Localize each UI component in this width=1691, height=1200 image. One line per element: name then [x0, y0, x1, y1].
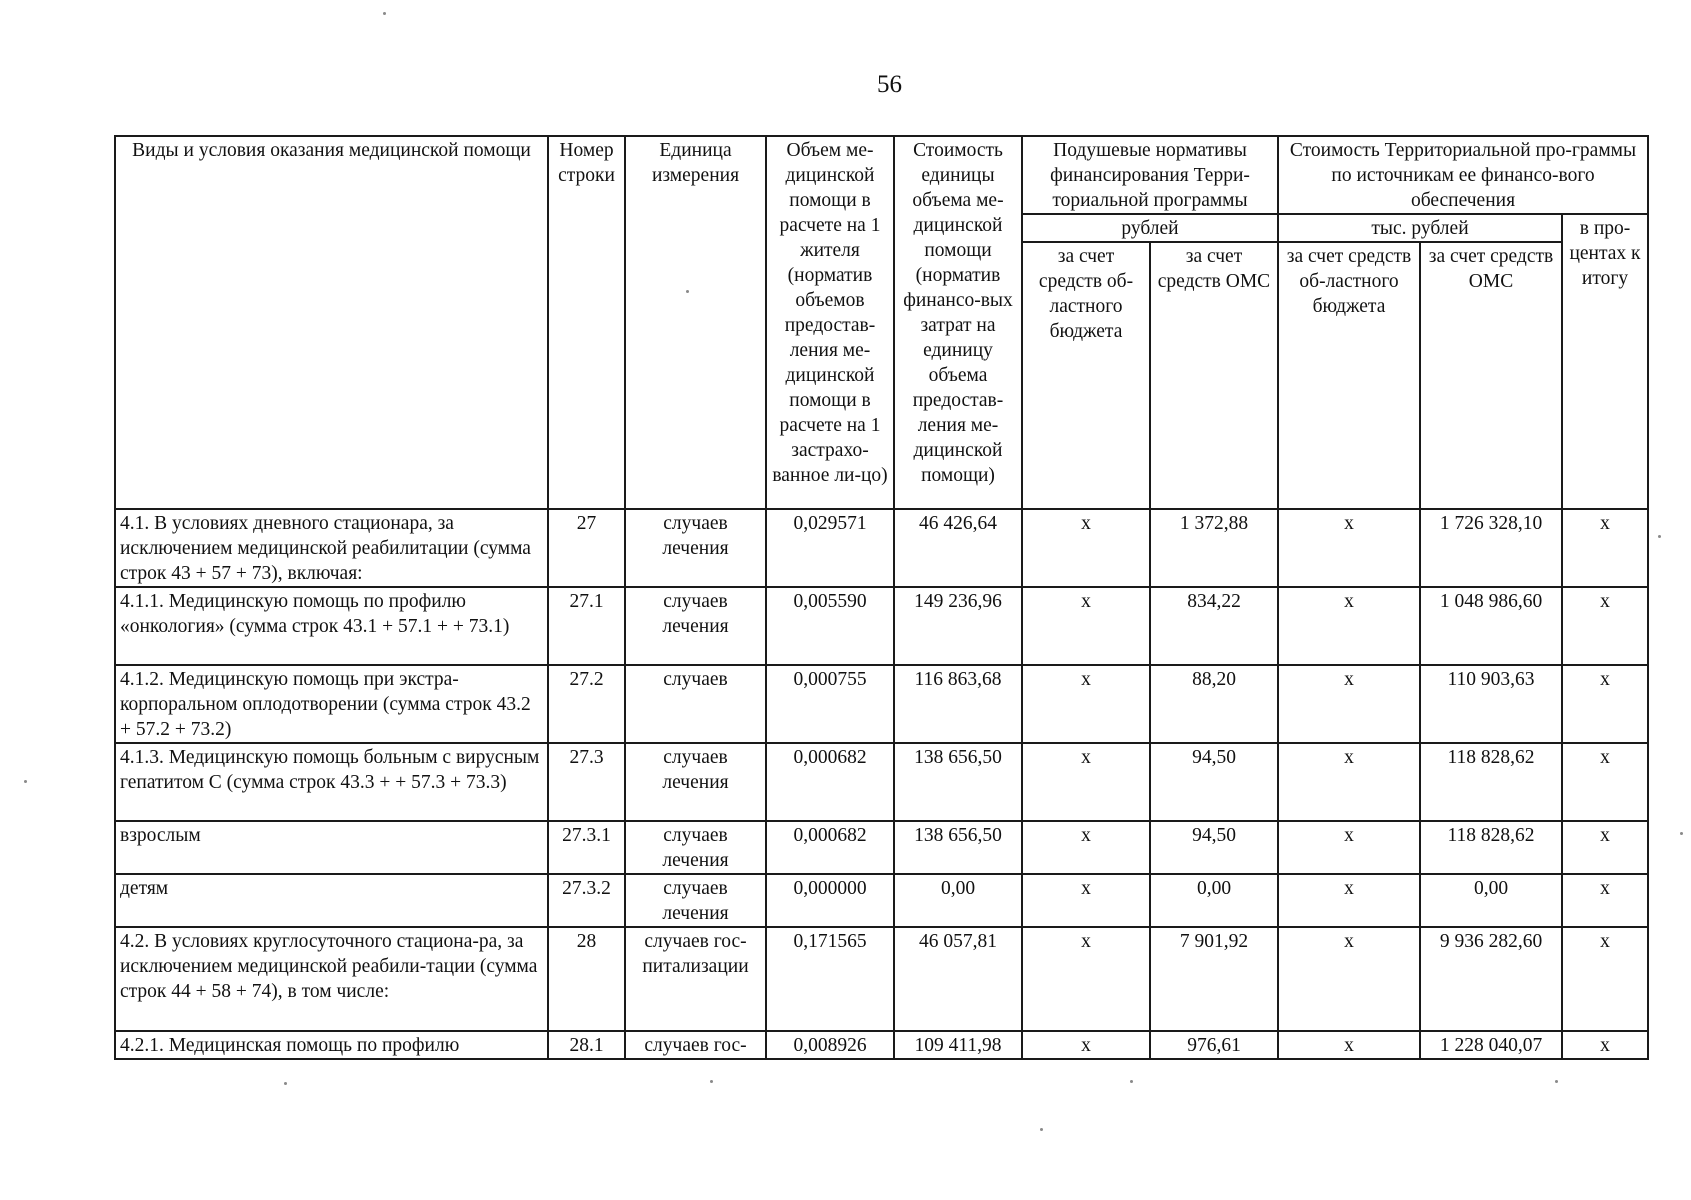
cell-pct: х	[1562, 1031, 1648, 1059]
cell-pct: х	[1562, 665, 1648, 743]
cell-kind: 4.1.1. Медицинскую помощь по профилю «онкология» (сумма строк 43.1 + 57.1 + + 73.1)	[115, 587, 548, 665]
scan-speck	[1658, 535, 1661, 538]
financing-table	[114, 135, 1649, 1060]
cell-num: 27.3.2	[548, 874, 625, 927]
header-percent: в про-центах к итогу	[1562, 214, 1648, 509]
scan-speck	[383, 12, 386, 15]
table-row	[115, 821, 1648, 874]
scan-speck	[1040, 1128, 1043, 1131]
table-row	[115, 927, 1648, 1031]
cell-oms-thou: 9 936 282,60	[1420, 927, 1562, 1031]
cell-num: 28.1	[548, 1031, 625, 1059]
table-row	[115, 1031, 1648, 1059]
cell-pct: х	[1562, 927, 1648, 1031]
cell-num: 27	[548, 509, 625, 587]
cell-reg-rub: х	[1022, 1031, 1150, 1059]
cell-oms-thou: 110 903,63	[1420, 665, 1562, 743]
table-row	[115, 874, 1648, 927]
cell-oms-rub: 94,50	[1150, 743, 1278, 821]
cell-reg-thou: х	[1278, 821, 1420, 874]
cell-volume: 0,000682	[766, 743, 894, 821]
scan-speck	[1130, 1080, 1133, 1083]
cell-reg-thou: х	[1278, 665, 1420, 743]
cell-kind: 4.1.2. Медицинскую помощь при экстра-корпоральном оплодотворении (сумма строк 43.2 + 57.2 + 73.2)	[115, 665, 548, 743]
cell-reg-rub: х	[1022, 587, 1150, 665]
cell-oms-thou: 0,00	[1420, 874, 1562, 927]
header-thousand-rubles: тыс. рублей	[1278, 214, 1562, 242]
cell-cost: 0,00	[894, 874, 1022, 927]
cell-reg-rub: х	[1022, 743, 1150, 821]
cell-oms-rub: 834,22	[1150, 587, 1278, 665]
scan-speck	[1680, 832, 1683, 835]
header-kind: Виды и условия оказания медицинской помощи	[115, 136, 548, 509]
cell-pct: х	[1562, 509, 1648, 587]
cell-oms-rub: 1 372,88	[1150, 509, 1278, 587]
cell-oms-rub: 88,20	[1150, 665, 1278, 743]
cell-oms-thou: 118 828,62	[1420, 743, 1562, 821]
cell-kind: 4.1. В условиях дневного стационара, за исключением медицинской реабилитации (сумма строк 43 + 57 + 73), включая:	[115, 509, 548, 587]
cell-cost: 138 656,50	[894, 821, 1022, 874]
header-volume: Объем ме-дицинской помощи в расчете на 1 жителя (норматив объемов предостав-ления ме-дицинской помощи в расчете на 1 застрахо-ванное ли-цо)	[766, 136, 894, 509]
cell-oms-rub: 976,61	[1150, 1031, 1278, 1059]
cell-cost: 109 411,98	[894, 1031, 1022, 1059]
cell-cost: 46 426,64	[894, 509, 1022, 587]
header-oms-thou: за счет средств ОМС	[1420, 242, 1562, 509]
header-rubles: рублей	[1022, 214, 1278, 242]
cell-volume: 0,171565	[766, 927, 894, 1031]
cell-unit: случаев лечения	[625, 821, 766, 874]
cell-volume: 0,000682	[766, 821, 894, 874]
cell-num: 27.3.1	[548, 821, 625, 874]
cell-oms-thou: 1 726 328,10	[1420, 509, 1562, 587]
cell-volume: 0,005590	[766, 587, 894, 665]
cell-unit: случаев	[625, 665, 766, 743]
cell-pct: х	[1562, 587, 1648, 665]
cell-reg-rub: х	[1022, 509, 1150, 587]
table-row	[115, 743, 1648, 821]
header-row-number: Номер строки	[548, 136, 625, 509]
cell-reg-thou: х	[1278, 1031, 1420, 1059]
cell-unit: случаев лечения	[625, 587, 766, 665]
cell-oms-rub: 0,00	[1150, 874, 1278, 927]
cell-num: 27.3	[548, 743, 625, 821]
cell-cost: 46 057,81	[894, 927, 1022, 1031]
cell-cost: 116 863,68	[894, 665, 1022, 743]
header-regional-budget-rub: за счет средств об-ластного бюджета	[1022, 242, 1150, 509]
table-row	[115, 665, 1648, 743]
cell-reg-thou: х	[1278, 927, 1420, 1031]
page-number: 56	[877, 71, 902, 98]
header-program-cost: Стоимость Территориальной про-граммы по источникам ее финансо-вого обеспечения	[1278, 136, 1648, 214]
header-unit-cost: Стоимость единицы объема ме-дицинской помощи (норматив финансо-вых затрат на единицу объема предостав-ления ме-дицинской помощи)	[894, 136, 1022, 509]
cell-oms-rub: 7 901,92	[1150, 927, 1278, 1031]
cell-reg-rub: х	[1022, 665, 1150, 743]
table-row	[115, 509, 1648, 587]
scan-speck	[1555, 1080, 1558, 1083]
cell-kind: взрослым	[115, 821, 548, 874]
header-per-capita: Подушевые нормативы финансирования Терри-ториальной программы	[1022, 136, 1278, 214]
cell-unit: случаев лечения	[625, 743, 766, 821]
cell-kind: детям	[115, 874, 548, 927]
cell-volume: 0,029571	[766, 509, 894, 587]
table-row	[115, 587, 1648, 665]
cell-reg-thou: х	[1278, 509, 1420, 587]
cell-oms-thou: 118 828,62	[1420, 821, 1562, 874]
cell-volume: 0,000755	[766, 665, 894, 743]
cell-kind: 4.2. В условиях круглосуточного стациона-ра, за исключением медицинской реабили-тации (сумма строк 44 + 58 + 74), в том числе:	[115, 927, 548, 1031]
cell-oms-rub: 94,50	[1150, 821, 1278, 874]
cell-num: 27.2	[548, 665, 625, 743]
cell-reg-rub: х	[1022, 821, 1150, 874]
cell-pct: х	[1562, 743, 1648, 821]
cell-kind: 4.2.1. Медицинская помощь по профилю	[115, 1031, 548, 1059]
cell-reg-thou: х	[1278, 743, 1420, 821]
scan-speck	[24, 780, 27, 783]
cell-unit: случаев лечения	[625, 509, 766, 587]
cell-pct: х	[1562, 821, 1648, 874]
cell-unit: случаев лечения	[625, 874, 766, 927]
cell-reg-thou: х	[1278, 587, 1420, 665]
cell-kind: 4.1.3. Медицинскую помощь больным с вирусным гепатитом С (сумма строк 43.3 + + 57.3 + 73.3)	[115, 743, 548, 821]
cell-num: 27.1	[548, 587, 625, 665]
cell-pct: х	[1562, 874, 1648, 927]
header-oms-rub: за счет средств ОМС	[1150, 242, 1278, 509]
cell-reg-rub: х	[1022, 927, 1150, 1031]
cell-volume: 0,008926	[766, 1031, 894, 1059]
cell-oms-thou: 1 048 986,60	[1420, 587, 1562, 665]
cell-oms-thou: 1 228 040,07	[1420, 1031, 1562, 1059]
cell-cost: 149 236,96	[894, 587, 1022, 665]
cell-unit: случаев гос-питализации	[625, 927, 766, 1031]
cell-reg-rub: х	[1022, 874, 1150, 927]
header-regional-budget-thou: за счет средств об-ластного бюджета	[1278, 242, 1420, 509]
header-unit: Единица измерения	[625, 136, 766, 509]
cell-reg-thou: х	[1278, 874, 1420, 927]
cell-num: 28	[548, 927, 625, 1031]
scan-speck	[710, 1080, 713, 1083]
cell-unit: случаев гос-	[625, 1031, 766, 1059]
cell-cost: 138 656,50	[894, 743, 1022, 821]
scan-speck	[686, 290, 689, 293]
scan-speck	[284, 1082, 287, 1085]
cell-volume: 0,000000	[766, 874, 894, 927]
